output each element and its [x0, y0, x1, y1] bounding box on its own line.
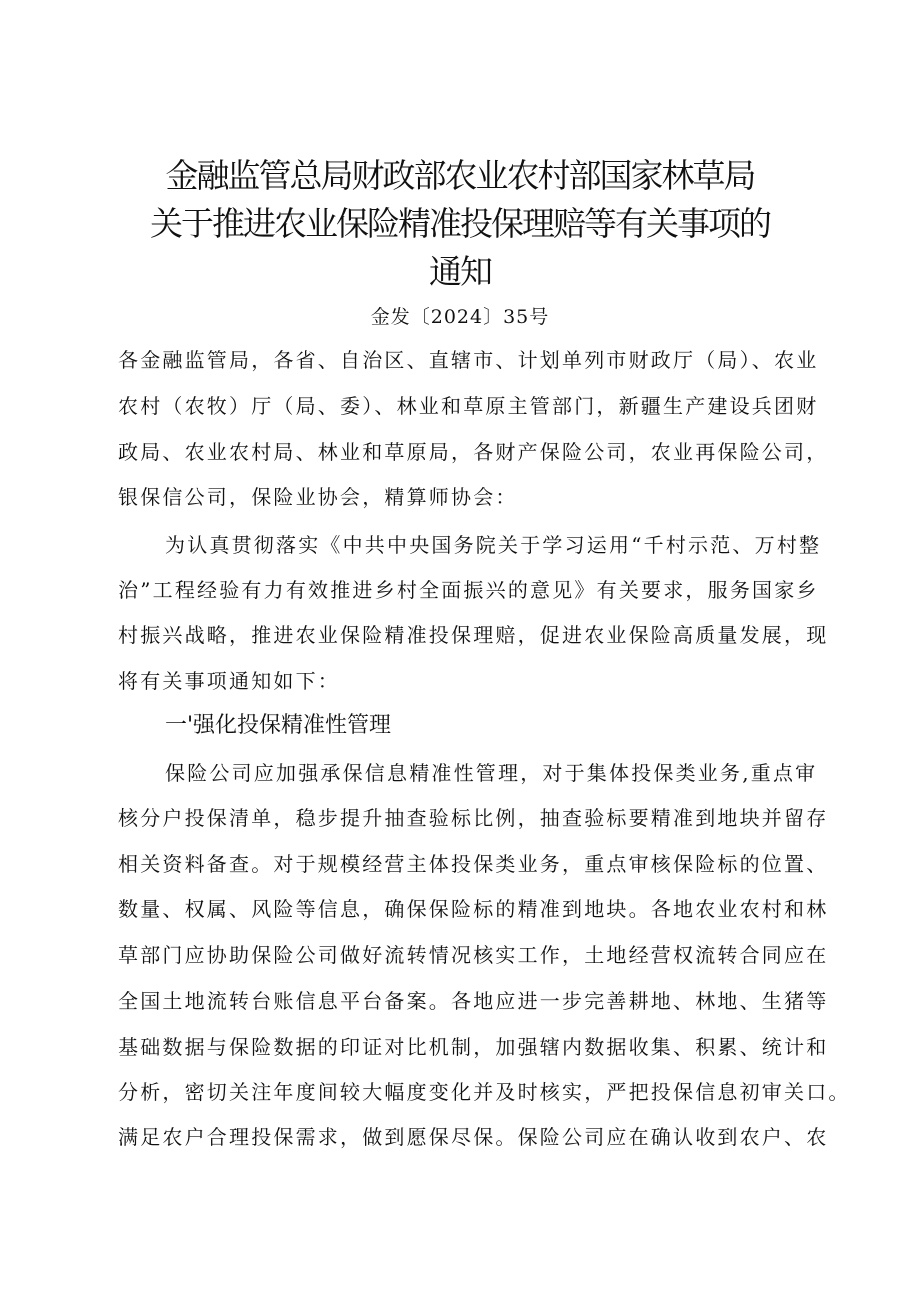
section1-heading: 一'强化投保精准性管理 [165, 713, 392, 738]
document-number: 金发〔2024〕35号 [370, 306, 550, 328]
intro-line-1: 为认真贯彻落实《中共中央国务院关于学习运用“千村示范、万村整 [165, 533, 822, 557]
addressee-line-3: 政局、农业农村局、林业和草原局，各财产保险公司，农业再保险公司， [118, 440, 829, 464]
intro-line-4: 将有关事项通知如下： [118, 669, 340, 693]
section1-line-2: 核分户投保清单，稳步提升抽查验标比例，抽查验标要精准到地块并留存 [118, 806, 829, 830]
section1-line-4: 数量、权属、风险等信息，确保保险标的精准到地块。各地农业农村和林 [118, 897, 829, 921]
addressee-line-4: 银保信公司，保险业协会，精算师协会： [118, 485, 518, 509]
title-line-2: 关于推进农业保险精准投保理赔等有关事项的 [150, 204, 770, 243]
title-line-1: 金融监管总局财政部农业农村部国家林草局 [165, 156, 755, 195]
addressee-line-2: 农村（农牧）厅（局、委）、林业和草原主管部门，新疆生产建设兵团财 [118, 394, 819, 418]
intro-line-3: 村振兴战略，推进农业保险精准投保理赔，促进农业保险高质量发展，现 [118, 623, 829, 647]
section1-line-1: 保险公司应加强承保信息精准性管理，对于集体投保类业务,重点审 [165, 761, 818, 785]
document-title [110, 152, 810, 296]
section1-line-7: 基础数据与保险数据的印证对比机制，加强辖内数据收集、积累、统计和 [118, 1035, 829, 1059]
section1-line-5: 草部门应协助保险公司做好流转情况核实工作，土地经营权流转合同应在 [118, 943, 829, 967]
title-line-3: 通知 [429, 252, 491, 291]
addressee-line-1: 各金融监管局，各省、自治区、直辖市、计划单列市财政厅（局）、农业 [118, 348, 819, 372]
section1-line-9: 满足农户合理投保需求，做到愿保尽保。保险公司应在确认收到农户、农 [118, 1125, 829, 1149]
section1-line-6: 全国土地流转台账信息平台备案。各地应进一步完善耕地、林地、生猪等 [118, 989, 829, 1013]
section1-line-3: 相关资料备查。对于规模经营主体投保类业务，重点审核保险标的位置、 [118, 852, 829, 876]
intro-line-2: 治”工程经验有力有效推进乡村全面振兴的意见》有关要求，服务国家乡 [118, 578, 819, 602]
section1-line-8: 分析，密切关注年度间较大幅度变化并及时核实，严把投保信息初审关口。 [118, 1080, 851, 1104]
